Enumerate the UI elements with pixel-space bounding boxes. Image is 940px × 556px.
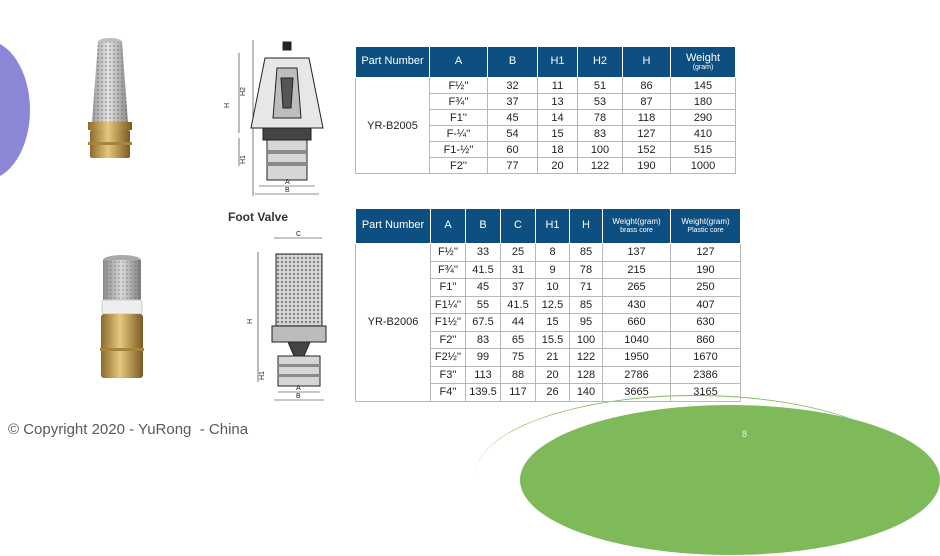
weight-label: Weight (685, 51, 721, 64)
col-header-h1: H1 (538, 47, 578, 78)
table-cell: 139.5 (466, 384, 501, 402)
table-cell: F1'' (431, 279, 466, 297)
col-header-c: C (501, 209, 536, 244)
table-cell: 20 (538, 158, 578, 174)
table-cell: F2'' (431, 331, 466, 349)
col-header-part-number: Part Number (356, 209, 431, 244)
table-cell: 2786 (603, 366, 671, 384)
table-cell: F-¼'' (430, 126, 488, 142)
table-cell: 83 (578, 126, 623, 142)
table-cell: 33 (466, 244, 501, 262)
table-cell: F½'' (431, 244, 466, 262)
table-cell: 3165 (671, 384, 741, 402)
dim-label-b: B (296, 393, 301, 400)
table-cell: 117 (501, 384, 536, 402)
dim-label-h2: H2 (240, 87, 247, 96)
table-cell: 113 (466, 366, 501, 384)
table-cell: 14 (538, 110, 578, 126)
table-cell: 860 (671, 331, 741, 349)
table-cell: 15 (536, 314, 570, 332)
col-header-h: H (570, 209, 603, 244)
col-header-a: A (431, 209, 466, 244)
col-header-b: B (466, 209, 501, 244)
table-cell: 31 (501, 261, 536, 279)
table-cell: 26 (536, 384, 570, 402)
table-cell: 83 (466, 331, 501, 349)
dim-label-b: B (285, 187, 290, 194)
table-row (356, 78, 736, 94)
weight-unit: (gram) (692, 64, 714, 72)
spec-table-b2006 (355, 208, 741, 402)
table-cell: F3'' (431, 366, 466, 384)
table-cell: F2½'' (431, 349, 466, 367)
table-cell: 65 (501, 331, 536, 349)
table-cell: 37 (488, 94, 538, 110)
table-cell: 75 (501, 349, 536, 367)
table-cell: 77 (488, 158, 538, 174)
table-cell: 45 (488, 110, 538, 126)
table-cell: 137 (603, 244, 671, 262)
table-cell: F4'' (431, 384, 466, 402)
page-number: 8 (742, 429, 748, 439)
table-cell: F2'' (430, 158, 488, 174)
dim-label-a: A (285, 179, 290, 186)
table-cell: 407 (671, 296, 741, 314)
table-cell: 54 (488, 126, 538, 142)
table-cell: 85 (570, 296, 603, 314)
dim-label-h: H (224, 102, 231, 108)
col-header-weight (671, 47, 736, 78)
table-header-row (356, 209, 741, 244)
weight-label: Weight(gram) (681, 217, 730, 227)
table-cell: 12.5 (536, 296, 570, 314)
table-cell: 515 (671, 142, 736, 158)
table-cell: 250 (671, 279, 741, 297)
table-cell: 55 (466, 296, 501, 314)
table-cell: 88 (501, 366, 536, 384)
table-cell: F¾'' (430, 94, 488, 110)
table-cell: 660 (603, 314, 671, 332)
dim-label-h1: H1 (240, 155, 247, 164)
dim-label-c: C (296, 231, 302, 238)
table-cell: 11 (538, 78, 578, 94)
table-cell: 1000 (671, 158, 736, 174)
table-cell: 190 (623, 158, 671, 174)
col-header-a: A (430, 47, 488, 78)
table-header-row (356, 47, 736, 78)
table-cell: F½'' (430, 78, 488, 94)
model-cell: YR-B2005 (356, 78, 430, 174)
table-cell: 41.5 (501, 296, 536, 314)
table-body (356, 244, 741, 402)
table-cell: 86 (623, 78, 671, 94)
table-cell: 100 (578, 142, 623, 158)
col-header-h2: H2 (578, 47, 623, 78)
technical-drawing-b2006 (240, 232, 340, 408)
table-cell: F1¼'' (431, 296, 466, 314)
table-cell: 25 (501, 244, 536, 262)
col-header-h1: H1 (536, 209, 570, 244)
table-cell: 3665 (603, 384, 671, 402)
table-cell: 99 (466, 349, 501, 367)
product-photo-basket (93, 252, 151, 382)
table-cell: 78 (578, 110, 623, 126)
col-header-b: B (488, 47, 538, 78)
col-header-h: H (623, 47, 671, 78)
table-cell: 87 (623, 94, 671, 110)
table-cell: 85 (570, 244, 603, 262)
table-cell: 127 (671, 244, 741, 262)
table-cell: 118 (623, 110, 671, 126)
table-cell: 430 (603, 296, 671, 314)
table-cell: 127 (623, 126, 671, 142)
spec-table-b2005 (355, 46, 736, 174)
table-cell: F1'' (430, 110, 488, 126)
table-cell: 15 (538, 126, 578, 142)
table-cell: 95 (570, 314, 603, 332)
table-cell: 152 (623, 142, 671, 158)
table-cell: 630 (671, 314, 741, 332)
table-cell: 190 (671, 261, 741, 279)
dim-label-h: H (247, 318, 254, 324)
table-cell: 9 (536, 261, 570, 279)
copyright-text: © Copyright 2020 - YuRong - China (8, 421, 249, 438)
table-cell: 290 (671, 110, 736, 126)
table-cell: 60 (488, 142, 538, 158)
product-photo-strainer (80, 36, 140, 164)
table-cell: 32 (488, 78, 538, 94)
table-cell: 128 (570, 366, 603, 384)
dim-label-h1: H1 (259, 371, 266, 380)
table-cell: 41.5 (466, 261, 501, 279)
decorative-green-shape (520, 405, 940, 555)
table-cell: 410 (671, 126, 736, 142)
dim-label-a: A (296, 385, 301, 392)
table-cell: 15.5 (536, 331, 570, 349)
col-header-weight-plastic (671, 209, 741, 244)
table-cell: 2386 (671, 366, 741, 384)
col-header-weight-brass (603, 209, 671, 244)
table-cell: 1040 (603, 331, 671, 349)
weight-label: Weight(gram) (612, 217, 661, 227)
technical-drawing-b2005 (225, 38, 335, 198)
table-body (356, 78, 736, 174)
table-cell: 1670 (671, 349, 741, 367)
decorative-purple-shape (0, 40, 30, 180)
table-cell: 8 (536, 244, 570, 262)
table-cell: 140 (570, 384, 603, 402)
table-cell: 13 (538, 94, 578, 110)
table-cell: F1-½'' (430, 142, 488, 158)
table-cell: 53 (578, 94, 623, 110)
table-cell: 71 (570, 279, 603, 297)
table-cell: F1½'' (431, 314, 466, 332)
table-cell: 1950 (603, 349, 671, 367)
table-cell: F¾'' (431, 261, 466, 279)
model-cell: YR-B2006 (356, 244, 431, 402)
table-cell: 122 (578, 158, 623, 174)
table-cell: 100 (570, 331, 603, 349)
table-cell: 37 (501, 279, 536, 297)
table-cell: 215 (603, 261, 671, 279)
table-row (356, 244, 741, 262)
table-cell: 145 (671, 78, 736, 94)
col-header-part-number: Part Number (356, 47, 430, 78)
weight-sub-plastic: Plastic core (687, 226, 724, 234)
table-cell: 78 (570, 261, 603, 279)
table-cell: 18 (538, 142, 578, 158)
table-cell: 265 (603, 279, 671, 297)
table-cell: 122 (570, 349, 603, 367)
table-cell: 45 (466, 279, 501, 297)
table-cell: 21 (536, 349, 570, 367)
table-cell: 180 (671, 94, 736, 110)
table-cell: 51 (578, 78, 623, 94)
foot-valve-label: Foot Valve (228, 210, 289, 224)
table-cell: 44 (501, 314, 536, 332)
table-cell: 20 (536, 366, 570, 384)
weight-sub-brass: brass core (620, 226, 653, 234)
table-cell: 10 (536, 279, 570, 297)
table-cell: 67.5 (466, 314, 501, 332)
